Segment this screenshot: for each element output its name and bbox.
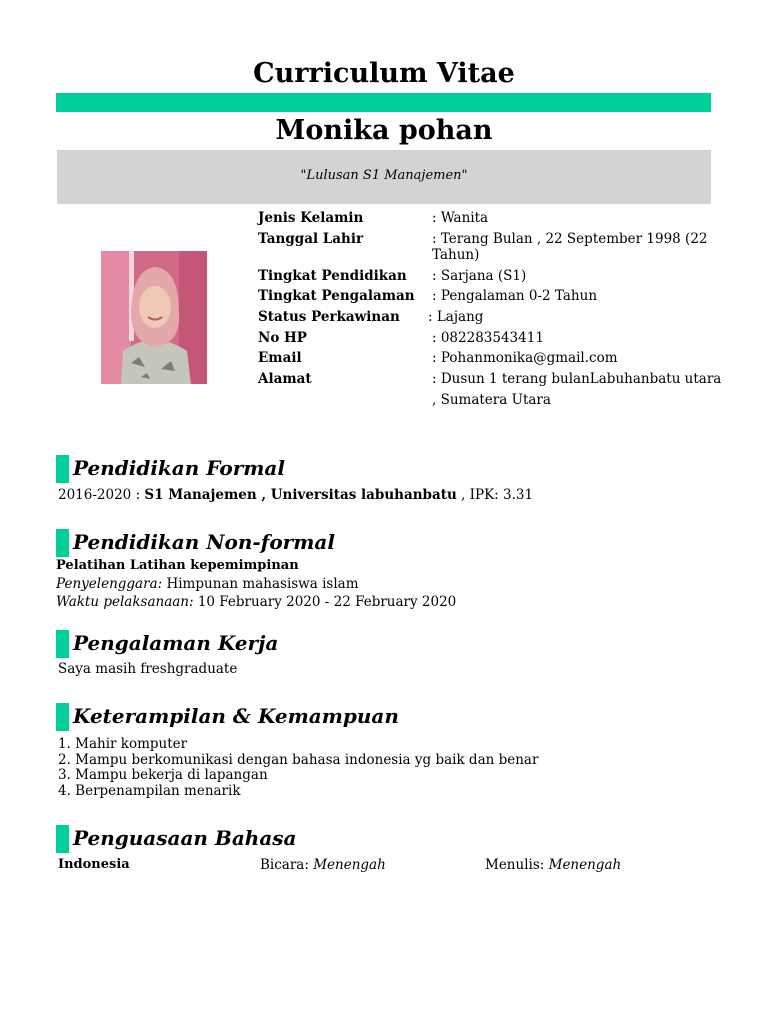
organizer-label: Penyelenggara: xyxy=(56,576,163,592)
info-label: Tingkat Pendidikan xyxy=(258,268,407,284)
formal-ipk: , IPK: 3.31 xyxy=(456,487,534,503)
section-title: Pendidikan Non-formal xyxy=(73,530,335,554)
info-value: : Sarjana (S1) xyxy=(432,268,527,284)
experience-text: Saya masih freshgraduate xyxy=(58,661,238,677)
info-value: : Pohanmonika@gmail.com xyxy=(432,350,618,366)
info-value: : 082283543411 xyxy=(432,330,544,346)
info-label: Email xyxy=(258,350,302,366)
section-marker xyxy=(56,455,69,483)
profile-photo xyxy=(101,251,207,384)
section-marker xyxy=(56,703,69,731)
info-label: Tingkat Pengalaman xyxy=(258,288,415,304)
nonformal-time xyxy=(56,594,456,610)
time-label: Waktu pelaksanaan: xyxy=(56,594,194,610)
info-value: : Pengalaman 0-2 Tahun xyxy=(432,288,598,304)
info-value: : Terang Bulan , 22 September 1998 (22 Tahun) xyxy=(432,231,708,263)
info-label: No HP xyxy=(258,330,307,346)
tagline-text: Lulusan S1 Manajemen xyxy=(306,168,462,183)
formal-period: 2016-2020 : xyxy=(58,487,145,503)
nonformal-course: Pelatihan Latihan kepemimpinan xyxy=(56,558,299,573)
section-marker xyxy=(56,825,69,853)
info-value: : Lajang xyxy=(428,309,484,325)
organizer-value: Himpunan mahasiswa islam xyxy=(162,576,359,592)
skill-item: 3. Mampu bekerja di lapangan xyxy=(58,767,268,783)
time-value: 10 February 2020 - 22 February 2020 xyxy=(193,594,457,610)
title-accent-bar xyxy=(56,93,711,112)
write-label: Menulis: xyxy=(485,857,545,873)
formal-degree: S1 Manajemen , Universitas labuhanbatu xyxy=(144,487,457,503)
info-label: Jenis Kelamin xyxy=(258,210,364,226)
tagline: "Lulusan S1 Manajemen" xyxy=(300,168,468,183)
write-level: Menengah xyxy=(544,857,622,873)
info-label: Alamat xyxy=(258,371,312,387)
info-value: : Dusun 1 terang bulanLabuhanbatu utara , Sumatera Utara xyxy=(432,371,722,408)
skill-item: 2. Mampu berkomunikasi dengan bahasa indonesia yg baik dan benar xyxy=(58,752,539,768)
section-marker xyxy=(56,529,69,557)
language-name: Indonesia xyxy=(58,857,130,872)
section-title: Pendidikan Formal xyxy=(73,456,285,480)
section-marker xyxy=(56,630,69,658)
formal-education-entry xyxy=(58,487,533,503)
info-value: : Wanita xyxy=(432,210,489,226)
info-label: Tanggal Lahir xyxy=(258,231,364,247)
info-label: Status Perkawinan xyxy=(258,309,400,325)
portrait-image xyxy=(101,251,207,384)
language-speaking xyxy=(260,857,386,873)
speak-label: Bicara: xyxy=(260,857,309,873)
section-title: Penguasaan Bahasa xyxy=(73,826,297,850)
candidate-name: Monika pohan xyxy=(275,115,493,146)
skill-item: 1. Mahir komputer xyxy=(58,736,188,752)
speak-level: Menengah xyxy=(308,857,386,873)
language-writing xyxy=(485,857,621,873)
section-title: Keterampilan & Kemampuan xyxy=(73,704,399,728)
document-title: Curriculum Vitae xyxy=(253,58,515,89)
section-title: Pengalaman Kerja xyxy=(73,631,279,655)
tagline-box xyxy=(57,150,711,204)
skill-item: 4. Berpenampilan menarik xyxy=(58,783,241,799)
nonformal-organizer xyxy=(56,576,359,592)
